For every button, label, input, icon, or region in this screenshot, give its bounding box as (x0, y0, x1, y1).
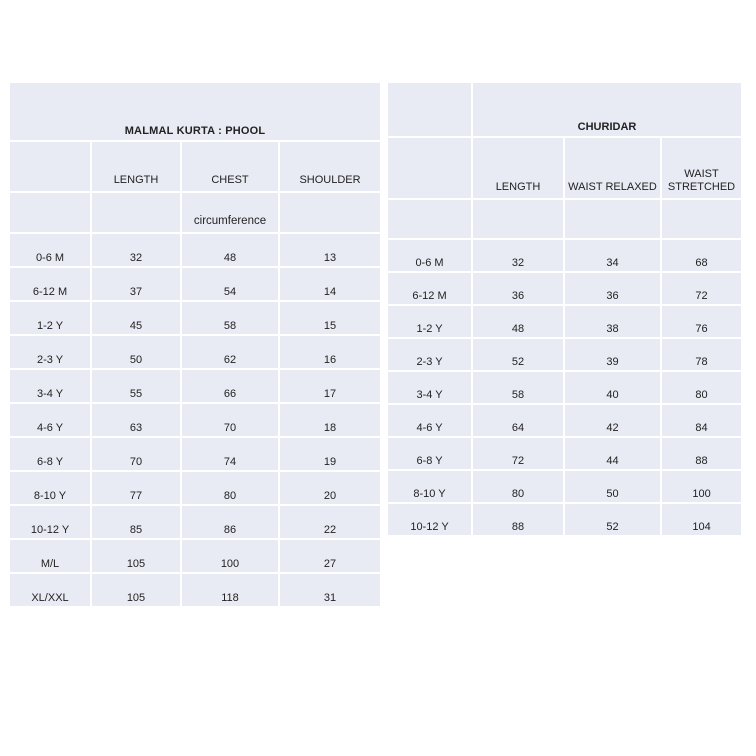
churidar-cell-waist-stretched: 76 (661, 305, 742, 338)
kurta-cell-length: 105 (91, 539, 181, 573)
kurta-cell-size: 3-4 Y (9, 369, 91, 403)
churidar-cell-waist-stretched: 72 (661, 272, 742, 305)
churidar-header-row (387, 137, 742, 199)
kurta-cell-size: 10-12 Y (9, 505, 91, 539)
kurta-cell-chest: 70 (181, 403, 279, 437)
kurta-cell-shoulder: 17 (279, 369, 381, 403)
kurta-cell-size: 8-10 Y (9, 471, 91, 505)
churidar-cell-waist-relaxed: 40 (564, 371, 661, 404)
churidar-title-blank (387, 82, 472, 137)
kurta-cell-chest: 48 (181, 233, 279, 267)
kurta-size-table (8, 81, 382, 608)
table-row (387, 437, 742, 470)
churidar-header-length: LENGTH (472, 137, 564, 199)
kurta-cell-length: 70 (91, 437, 181, 471)
table-row (9, 233, 381, 267)
kurta-cell-length: 55 (91, 369, 181, 403)
kurta-cell-shoulder: 19 (279, 437, 381, 471)
kurta-subheader-circumference: circumference (181, 192, 279, 233)
kurta-cell-chest: 86 (181, 505, 279, 539)
churidar-cell-size: 4-6 Y (387, 404, 472, 437)
churidar-cell-size: 6-12 M (387, 272, 472, 305)
table-row (9, 267, 381, 301)
kurta-cell-length: 32 (91, 233, 181, 267)
kurta-subheader-cell (279, 192, 381, 233)
churidar-cell-waist-stretched: 104 (661, 503, 742, 536)
churidar-cell-waist-stretched: 80 (661, 371, 742, 404)
kurta-cell-length: 63 (91, 403, 181, 437)
churidar-spacer-cell (564, 199, 661, 239)
kurta-subheader-row (9, 192, 381, 233)
churidar-cell-waist-stretched: 78 (661, 338, 742, 371)
churidar-cell-length: 48 (472, 305, 564, 338)
kurta-title: MALMAL KURTA : PHOOL (9, 82, 381, 141)
kurta-cell-chest: 54 (181, 267, 279, 301)
table-row (9, 505, 381, 539)
table-row (9, 437, 381, 471)
table-row (387, 404, 742, 437)
kurta-cell-chest: 62 (181, 335, 279, 369)
churidar-spacer-cell (387, 199, 472, 239)
table-row (9, 403, 381, 437)
kurta-cell-shoulder: 31 (279, 573, 381, 607)
churidar-table-body (387, 82, 742, 536)
churidar-title-row (387, 82, 742, 137)
churidar-cell-waist-relaxed: 39 (564, 338, 661, 371)
churidar-cell-size: 6-8 Y (387, 437, 472, 470)
kurta-cell-chest: 74 (181, 437, 279, 471)
churidar-cell-size: 8-10 Y (387, 470, 472, 503)
table-row (387, 272, 742, 305)
kurta-cell-shoulder: 22 (279, 505, 381, 539)
table-row (9, 539, 381, 573)
churidar-header-size (387, 137, 472, 199)
kurta-header-size (9, 141, 91, 192)
kurta-cell-length: 77 (91, 471, 181, 505)
churidar-cell-length: 36 (472, 272, 564, 305)
kurta-header-length: LENGTH (91, 141, 181, 192)
table-row (387, 371, 742, 404)
churidar-cell-waist-relaxed: 50 (564, 470, 661, 503)
churidar-cell-waist-stretched: 100 (661, 470, 742, 503)
kurta-cell-size: 0-6 M (9, 233, 91, 267)
kurta-cell-size: 6-12 M (9, 267, 91, 301)
churidar-cell-waist-stretched: 84 (661, 404, 742, 437)
kurta-cell-shoulder: 13 (279, 233, 381, 267)
kurta-cell-shoulder: 16 (279, 335, 381, 369)
table-row (9, 573, 381, 607)
churidar-cell-length: 58 (472, 371, 564, 404)
table-row (387, 470, 742, 503)
table-row (387, 503, 742, 536)
kurta-cell-shoulder: 18 (279, 403, 381, 437)
churidar-size-table (386, 81, 743, 537)
table-row (9, 471, 381, 505)
table-row (9, 301, 381, 335)
kurta-cell-size: 6-8 Y (9, 437, 91, 471)
kurta-cell-chest: 58 (181, 301, 279, 335)
kurta-cell-chest: 100 (181, 539, 279, 573)
churidar-spacer-cell (661, 199, 742, 239)
churidar-header-waist-stretched: WAIST STRETCHED (661, 137, 742, 199)
churidar-cell-size: 3-4 Y (387, 371, 472, 404)
churidar-cell-waist-stretched: 88 (661, 437, 742, 470)
kurta-cell-size: 1-2 Y (9, 301, 91, 335)
churidar-cell-waist-relaxed: 52 (564, 503, 661, 536)
kurta-cell-length: 37 (91, 267, 181, 301)
table-row (387, 338, 742, 371)
kurta-cell-size: M/L (9, 539, 91, 573)
kurta-cell-size: 4-6 Y (9, 403, 91, 437)
kurta-cell-length: 105 (91, 573, 181, 607)
churidar-cell-waist-relaxed: 44 (564, 437, 661, 470)
kurta-header-chest: CHEST (181, 141, 279, 192)
churidar-cell-size: 0-6 M (387, 239, 472, 272)
churidar-cell-waist-relaxed: 38 (564, 305, 661, 338)
kurta-cell-size: XL/XXL (9, 573, 91, 607)
kurta-cell-shoulder: 20 (279, 471, 381, 505)
kurta-cell-shoulder: 27 (279, 539, 381, 573)
kurta-cell-length: 45 (91, 301, 181, 335)
kurta-cell-length: 85 (91, 505, 181, 539)
churidar-cell-length: 72 (472, 437, 564, 470)
churidar-spacer-row (387, 199, 742, 239)
kurta-table-body (9, 82, 381, 607)
churidar-cell-length: 32 (472, 239, 564, 272)
kurta-header-row (9, 141, 381, 192)
churidar-cell-waist-relaxed: 42 (564, 404, 661, 437)
kurta-cell-size: 2-3 Y (9, 335, 91, 369)
churidar-cell-size: 10-12 Y (387, 503, 472, 536)
table-row (9, 369, 381, 403)
kurta-cell-shoulder: 15 (279, 301, 381, 335)
kurta-cell-chest: 118 (181, 573, 279, 607)
kurta-cell-shoulder: 14 (279, 267, 381, 301)
table-row (387, 239, 742, 272)
kurta-title-row (9, 82, 381, 141)
kurta-header-shoulder: SHOULDER (279, 141, 381, 192)
kurta-cell-chest: 80 (181, 471, 279, 505)
churidar-cell-size: 2-3 Y (387, 338, 472, 371)
churidar-cell-size: 1-2 Y (387, 305, 472, 338)
table-row (9, 335, 381, 369)
churidar-cell-length: 64 (472, 404, 564, 437)
kurta-subheader-cell (91, 192, 181, 233)
kurta-cell-length: 50 (91, 335, 181, 369)
table-row (387, 305, 742, 338)
churidar-cell-waist-relaxed: 36 (564, 272, 661, 305)
churidar-title: CHURIDAR (472, 82, 742, 137)
churidar-cell-waist-stretched: 68 (661, 239, 742, 272)
kurta-cell-chest: 66 (181, 369, 279, 403)
churidar-cell-length: 88 (472, 503, 564, 536)
churidar-cell-length: 80 (472, 470, 564, 503)
churidar-cell-waist-relaxed: 34 (564, 239, 661, 272)
kurta-subheader-cell (9, 192, 91, 233)
churidar-header-waist-relaxed: WAIST RELAXED (564, 137, 661, 199)
churidar-cell-length: 52 (472, 338, 564, 371)
churidar-spacer-cell (472, 199, 564, 239)
